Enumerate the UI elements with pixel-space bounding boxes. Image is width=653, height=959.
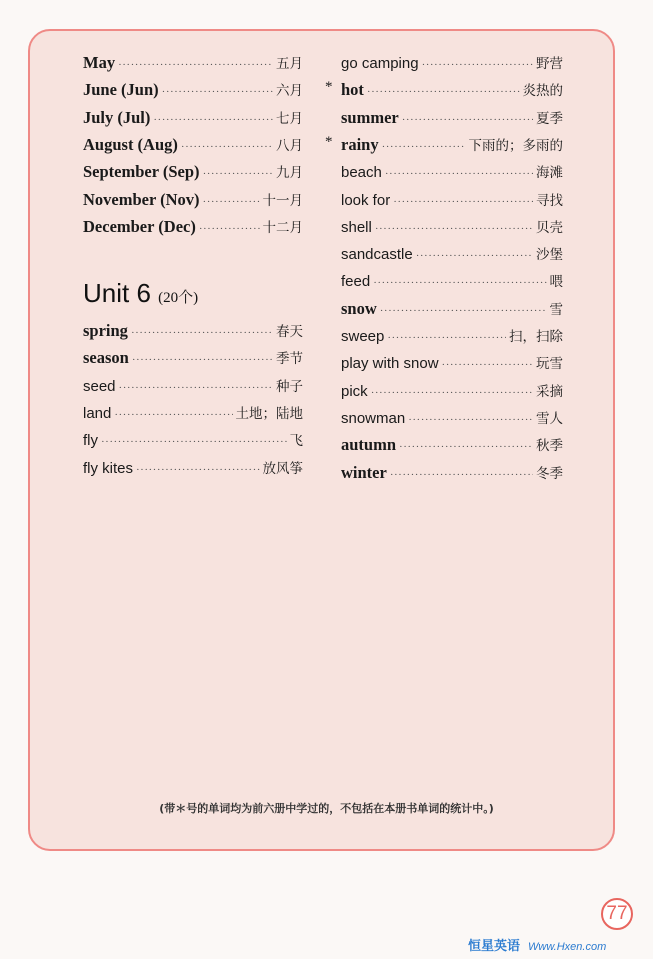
leader-dots — [131, 327, 273, 339]
unit-title-text: Unit 6 — [83, 278, 151, 308]
vocab-meaning: 十一月 — [262, 192, 303, 209]
leader-dots — [416, 250, 533, 262]
leader-dots — [375, 223, 533, 235]
vocab-meaning: 秋季 — [536, 438, 563, 455]
vocab-entry — [325, 352, 563, 376]
vocab-entry — [325, 79, 563, 103]
unit-title — [83, 278, 198, 309]
vocab-word: seed — [83, 377, 116, 395]
vocab-entry — [83, 375, 303, 399]
vocab-entry — [325, 243, 563, 267]
leader-dots — [199, 223, 260, 235]
leader-dots — [380, 305, 547, 317]
vocab-meaning: 喂 — [549, 274, 563, 291]
vocab-word: season — [83, 348, 129, 368]
vocab-entry — [83, 347, 303, 371]
vocab-word: pick — [341, 382, 368, 400]
star-marker: * — [325, 79, 333, 96]
leader-dots — [153, 114, 273, 126]
vocab-entry — [83, 402, 303, 426]
page-number: 77 — [601, 898, 633, 930]
vocab-entry — [325, 434, 563, 458]
vocab-entry — [83, 320, 303, 344]
vocab-meaning: 冬季 — [536, 465, 563, 482]
leader-dots — [408, 414, 533, 426]
leader-dots — [371, 387, 533, 399]
vocab-word: December (Dec) — [83, 216, 196, 236]
vocab-word: beach — [341, 164, 382, 182]
vocab-word: go camping — [341, 55, 419, 72]
brand-url: Www.Hxen.com — [528, 941, 607, 953]
leader-dots — [387, 332, 506, 344]
vocab-word: winter — [341, 462, 387, 482]
vocab-meaning: 飞 — [289, 433, 303, 450]
vocab-word: feed — [341, 273, 371, 291]
vocab-meaning: 扫，扫除 — [509, 329, 563, 345]
vocab-word: autumn — [341, 435, 397, 455]
vocab-word: snowman — [341, 409, 406, 427]
vocab-entry — [83, 161, 303, 185]
vocab-word: fly — [83, 432, 98, 450]
vocab-meaning: 贝壳 — [536, 219, 563, 236]
vocab-meaning: 五月 — [276, 56, 303, 72]
vocab-word: hot — [341, 80, 364, 100]
vocab-meaning: 七月 — [276, 110, 303, 127]
vocab-word: November (Nov) — [83, 189, 200, 209]
vocab-entry — [83, 457, 303, 481]
vocab-word: May — [83, 53, 116, 72]
vocab-entry — [325, 134, 563, 158]
leader-dots — [390, 469, 533, 481]
vocab-meaning: 玩雪 — [536, 356, 563, 373]
leader-dots — [162, 86, 273, 98]
vocab-meaning: 沙堡 — [536, 247, 563, 264]
vocab-entry — [325, 325, 563, 349]
leader-dots — [118, 59, 273, 71]
vocab-word: look for — [341, 191, 391, 209]
vocab-entry — [83, 189, 303, 213]
vocab-entry — [83, 107, 303, 131]
vocab-meaning: 炎热的 — [522, 83, 563, 100]
vocab-word: rainy — [341, 134, 379, 154]
vocab-meaning: 八月 — [276, 137, 303, 154]
vocab-entry — [325, 407, 563, 431]
unit-word-count: (20个) — [158, 290, 199, 306]
leader-dots — [114, 409, 232, 421]
vocab-meaning: 野营 — [536, 56, 563, 72]
vocab-word: August (Aug) — [83, 134, 178, 154]
vocab-entry — [325, 270, 563, 294]
vocab-entry — [83, 134, 303, 158]
vocab-entry — [83, 216, 303, 240]
leader-dots — [101, 436, 287, 448]
vocab-meaning: 季节 — [276, 351, 303, 368]
vocab-entry — [83, 52, 303, 76]
leader-dots — [422, 59, 533, 71]
brand-watermark — [468, 935, 606, 954]
vocab-entry — [325, 216, 563, 240]
vocab-word: play with snow — [341, 355, 439, 373]
vocab-word: sweep — [341, 328, 385, 345]
vocab-word: July (Jul) — [83, 107, 151, 127]
vocab-entry — [325, 161, 563, 185]
vocab-meaning: 春天 — [276, 324, 303, 340]
vocab-entry — [325, 189, 563, 213]
vocab-meaning: 雪人 — [536, 410, 563, 427]
vocab-entry — [325, 107, 563, 131]
vocab-word: snow — [341, 298, 377, 318]
brand-name: 恒星英语 — [468, 939, 521, 954]
vocab-word: sandcastle — [341, 246, 413, 264]
vocab-meaning: 夏季 — [536, 110, 563, 127]
vocab-meaning: 海滩 — [536, 165, 563, 182]
leader-dots — [203, 196, 260, 208]
vocab-word: fly kites — [83, 459, 134, 477]
leader-dots — [373, 277, 546, 289]
vocab-meaning: 六月 — [276, 83, 303, 100]
vocab-word: summer — [341, 107, 399, 127]
leader-dots — [181, 141, 273, 153]
vocab-meaning: 土地；陆地 — [235, 405, 303, 422]
vocab-meaning: 雪 — [549, 301, 563, 318]
leader-dots — [203, 168, 273, 180]
leader-dots — [385, 168, 533, 180]
leader-dots — [442, 359, 533, 371]
vocab-entry — [325, 380, 563, 404]
star-marker: * — [325, 133, 333, 150]
vocab-word: spring — [83, 321, 128, 340]
vocab-word: shell — [341, 218, 372, 236]
leader-dots — [399, 441, 533, 453]
vocab-word: land — [83, 404, 112, 422]
vocab-meaning: 下雨的；多雨的 — [468, 137, 563, 154]
vocab-meaning: 种子 — [276, 378, 303, 395]
vocab-meaning: 放风筝 — [262, 460, 303, 477]
vocab-meaning: 采摘 — [536, 383, 563, 400]
vocab-meaning: 寻找 — [536, 192, 563, 209]
leader-dots — [393, 196, 533, 208]
vocab-entry — [325, 52, 563, 76]
vocab-entry — [325, 298, 563, 322]
leader-dots — [382, 141, 466, 153]
footnote: (带＊号的单词均为前六册中学过的，不包括在本册书单词的统计中。) — [159, 802, 494, 815]
vocab-entry — [325, 462, 563, 486]
vocab-meaning: 十二月 — [262, 219, 303, 236]
leader-dots — [136, 464, 259, 476]
vocab-entry — [83, 429, 303, 453]
leader-dots — [119, 382, 273, 394]
leader-dots — [367, 86, 520, 98]
vocab-entry — [83, 79, 303, 103]
vocab-meaning: 九月 — [276, 165, 303, 182]
vocab-word: September (Sep) — [83, 162, 200, 182]
vocab-word: June (Jun) — [83, 80, 159, 100]
leader-dots — [402, 114, 533, 126]
leader-dots — [132, 354, 273, 366]
